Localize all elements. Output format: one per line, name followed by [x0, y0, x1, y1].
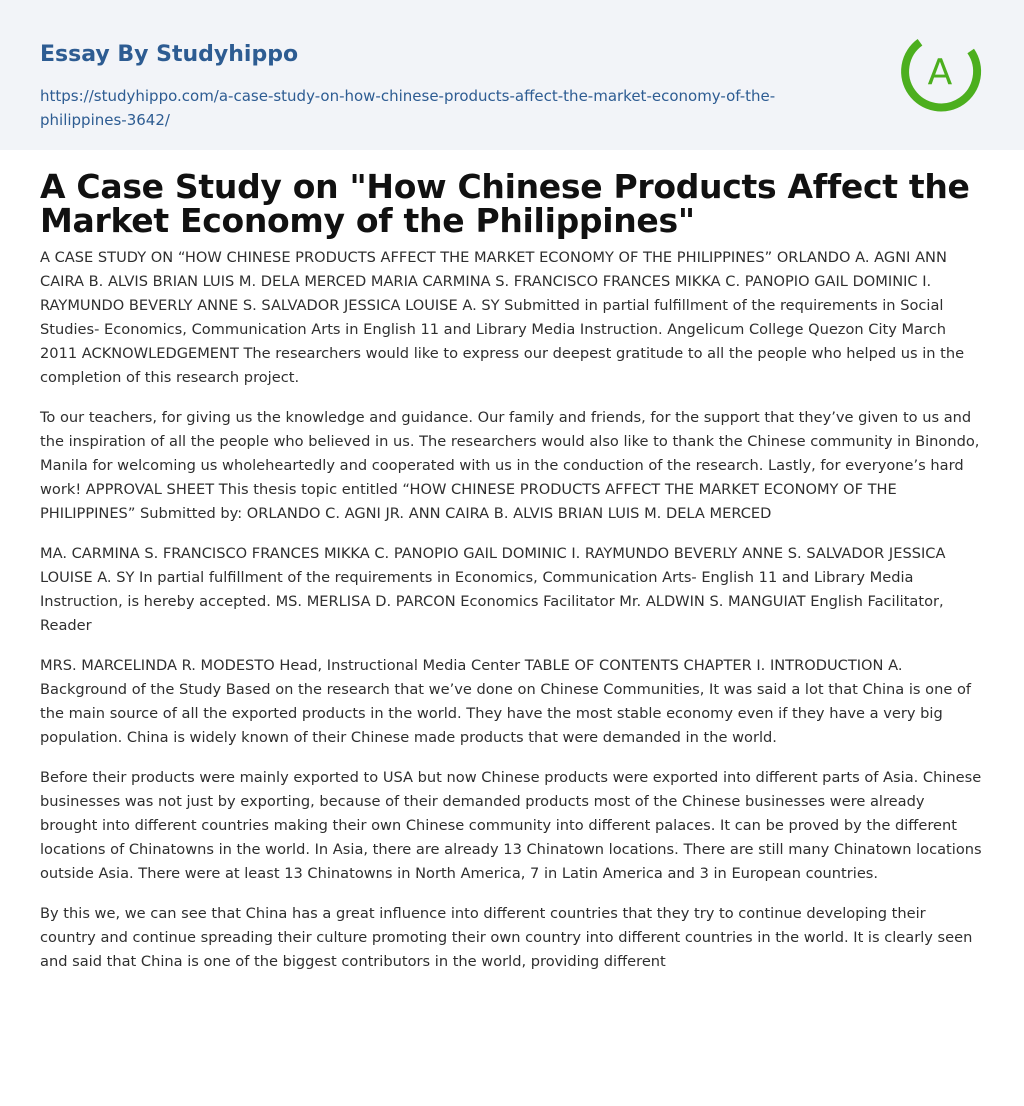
page-header [0, 0, 1024, 150]
essay-title: A Case Study on "How Chinese Products Affect the Market Economy of the Philippines" [40, 167, 970, 240]
essay-paragraph: MRS. MARCELINDA R. MODESTO Head, Instructional Media Center TABLE OF CONTENTS CHAPTER I. INTRODUCTION A. Background of the Study Based on the research that we’ve done on Chinese Communities, It was said a lot that China is one of the main source of all the exported products in the world. They have the most stable economy even if they have a very big population. China is widely known of their Chinese made products that were demanded in the world. [40, 657, 972, 746]
essay-paragraph: Before their products were mainly exported to USA but now Chinese products were exported into different parts of Asia. Chinese businesses was not just by exporting, because of their demanded products most of the Chinese businesses were already brought into different countries making their own Chinese community into different palaces. It can be proved by the different locations of Chinatowns in the world. In Asia, there are already 13 Chinatown locations. There are still many Chinatown locations outside Asia. There were at least 13 Chinatowns in North America, 7 in Latin America and 3 in European countries. [40, 769, 982, 882]
site-brand: Essay By Studyhippo [40, 42, 299, 67]
essay-paragraph: MA. CARMINA S. FRANCISCO FRANCES MIKKA C. PANOPIO GAIL DOMINIC I. RAYMUNDO BEVERLY ANNE S. SALVADOR JESSICA LOUISE A. SY In partial fulfillment of the requirements in Economics, Communication Arts- English 11 and Library Media Instruction, is hereby accepted. MS. MERLISA D. PARCON Economics Facilitator Mr. ALDWIN S. MANGUIAT English Facilitator, Reader [40, 545, 946, 634]
essay-source-link[interactable]: https://studyhippo.com/a-case-study-on-how-chinese-products-affect-the-market-economy-of-the-philippines-3642/ [40, 87, 776, 129]
studyhippo-logo-icon [898, 29, 984, 115]
logo-letter: A [927, 52, 953, 93]
essay-paragraph: By this we, we can see that China has a great influence into different countries that they try to continue developing their country and continue spreading their culture promoting their own country into different countries in the world. It is clearly seen and said that China is one of the biggest contributors in the world, providing different [40, 905, 973, 970]
essay-content [0, 150, 1024, 974]
essay-paragraph: To our teachers, for giving us the knowledge and guidance. Our family and friends, for the support that they’ve given to us and the inspiration of all the people who believed in us. The researchers would also like to thank the Chinese community in Binondo, Manila for welcoming us wholeheartedly and cooperated with us in the conduction of the research. Lastly, for everyone’s hard work! APPROVAL SHEET This thesis topic entitled “HOW CHINESE PRODUCTS AFFECT THE MARKET ECONOMY OF THE PHILIPPINES” Submitted by: ORLANDO C. AGNI JR. ANN CAIRA B. ALVIS BRIAN LUIS M. DELA MERCED [40, 409, 980, 522]
essay-paragraph: A CASE STUDY ON “HOW CHINESE PRODUCTS AFFECT THE MARKET ECONOMY OF THE PHILIPPINES” ORLANDO A. AGNI ANN CAIRA B. ALVIS BRIAN LUIS M. DELA MERCED MARIA CARMINA S. FRANCISCO FRANCES MIKKA C. PANOPIO GAIL DOMINIC I. RAYMUNDO BEVERLY ANNE S. SALVADOR JESSICA LOUISE A. SY Submitted in partial fulfillment of the requirements in Social Studies- Economics, Communication Arts in English 11 and Library Media Instruction. Angelicum College Quezon City March 2011 ACKNOWLEDGEMENT The researchers would like to express our deepest gratitude to all the people who helped us in the completion of this research project. [40, 249, 965, 386]
